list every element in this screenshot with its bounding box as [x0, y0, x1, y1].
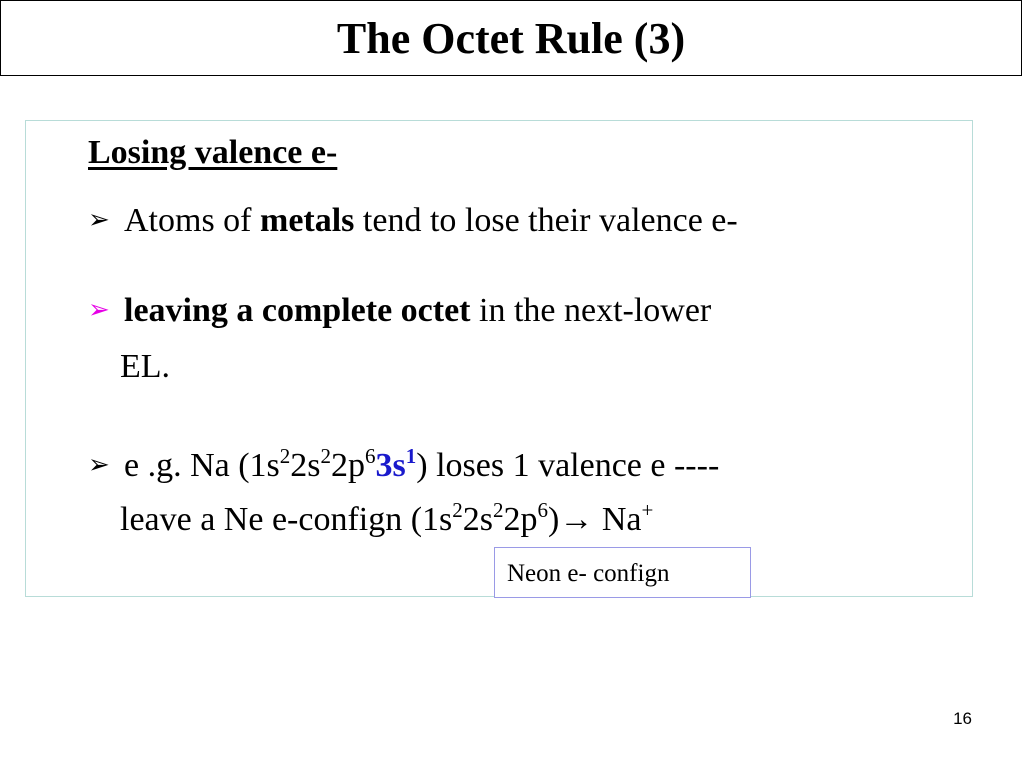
bullet-text-post: in the next-lower: [470, 292, 712, 329]
config-text: e .g. Na (1s: [124, 447, 280, 484]
config-text: 2p: [503, 501, 538, 538]
bullet-text-pre: Atoms of: [124, 202, 260, 239]
arrow-bullet-icon: ➢: [88, 205, 110, 235]
bullet-octet-continuation: EL.: [120, 348, 171, 385]
config-text: 2s: [290, 447, 321, 484]
config-text: 2s: [462, 501, 494, 538]
config-text: 2p: [331, 447, 366, 484]
bullet-octet: [88, 290, 711, 331]
slide-title: The Octet Rule (3): [336, 14, 686, 63]
config-text: )→ Na: [548, 501, 642, 538]
bullet-metals: [88, 200, 738, 241]
page-number: 16: [953, 709, 972, 728]
bullet-bold-octet: leaving a complete octet: [124, 292, 471, 329]
superscript: 6: [365, 444, 376, 468]
arrow-bullet-icon: ➢: [88, 450, 110, 480]
neon-config-callout: Neon e- confign: [494, 547, 751, 598]
config-text: leave a Ne e-confign (1s: [120, 501, 453, 538]
bullet-bold-metals: metals: [260, 202, 355, 239]
superscript: 2: [279, 444, 291, 468]
superscript: 2: [320, 444, 332, 468]
arrow-bullet-icon: ➢: [88, 295, 110, 325]
bullet-text-post: tend to lose their valence e-: [354, 202, 738, 239]
bullet-example: [88, 445, 719, 486]
superscript: 6: [537, 498, 549, 522]
superscript: 2: [452, 498, 463, 522]
config-text: ) loses 1 valence e ----: [416, 447, 720, 484]
bullet-example-continuation: [120, 500, 653, 540]
valence-orbital-highlight: 3s: [375, 447, 406, 484]
section-heading: Losing valence e-: [88, 134, 338, 171]
valence-superscript-highlight: 1: [405, 444, 417, 468]
title-bar: [0, 0, 1022, 76]
superscript: +: [641, 498, 654, 522]
superscript: 2: [493, 498, 504, 522]
